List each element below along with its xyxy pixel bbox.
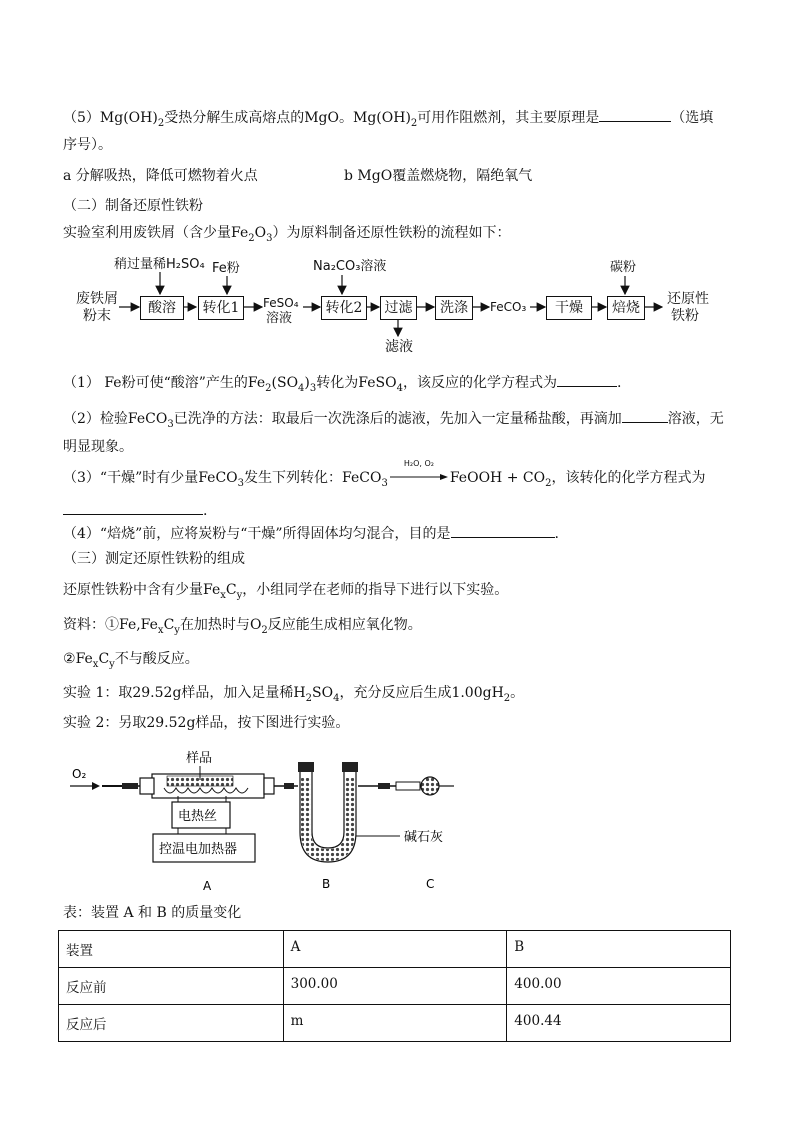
filtrate-label: 滤液 bbox=[385, 339, 413, 355]
table-row bbox=[59, 1005, 731, 1042]
table-header-cell: 装置 bbox=[59, 931, 284, 968]
start-material-line2: 粉末 bbox=[83, 308, 111, 324]
o2-label: O₂ bbox=[72, 767, 87, 781]
table-cell: 400.44 bbox=[507, 1005, 731, 1042]
table-cell: m bbox=[283, 1005, 507, 1042]
label-b: B bbox=[322, 877, 331, 891]
answer-blank[interactable] bbox=[557, 372, 617, 387]
info-2: $②Fe_xC_y$不与酸反应。 bbox=[63, 651, 199, 670]
sample-label: 样品 bbox=[186, 751, 213, 766]
experiment-1: 实验 1：取29.52g样品，加入足量稀$H_2SO_4$，充分反应后生成$1.00gH_2$。 bbox=[63, 685, 525, 704]
soda-lime-label: 碱石灰 bbox=[404, 830, 444, 845]
table-cell: 反应后 bbox=[59, 1005, 284, 1042]
table-header-row bbox=[59, 931, 731, 968]
section-3-intro: 还原性铁粉中含有少量$Fe_xC_y$，小组同学在老师的指导下进行以下实验。 bbox=[63, 582, 509, 601]
step-conversion-1: 转化1 bbox=[198, 296, 244, 320]
solution-label: 溶液 bbox=[266, 311, 293, 326]
experiment-2: 实验 2：另取29.52g样品，按下图进行实验。 bbox=[63, 715, 350, 731]
step-conversion-2: 转化2 bbox=[321, 296, 367, 320]
section-2-title: （二）制备还原性铁粉 bbox=[63, 198, 203, 214]
table-cell: 400.00 bbox=[507, 968, 731, 1005]
feso4-label: FeSO₄ bbox=[263, 296, 299, 310]
heating-wire-label: 电热丝 bbox=[178, 809, 218, 824]
question-2-2-line2: 明显现象。 bbox=[63, 439, 133, 455]
question-2-4: （4）“焙烧”前，应将炭粉与“干燥”所得固体均匀混合，目的是 . bbox=[63, 523, 559, 544]
section-2-intro: 实验室利用废铁屑（含少量$Fe_2O_3$）为原料制备还原性铁粉的流程如下： bbox=[63, 225, 511, 244]
product-line2: 铁粉 bbox=[671, 308, 699, 324]
question-2-3-answer: . bbox=[63, 500, 207, 521]
question-5-line1: $(5)Mg(OH)_2$受热分解生成高熔点的MgO。$Mg(OH)_2$可用作阻燃剂，其主要原理是 （选填 bbox=[63, 107, 713, 134]
label-a: A bbox=[203, 879, 212, 893]
step-dry: 干燥 bbox=[546, 296, 592, 320]
option-b: b MgO覆盖燃烧物，隔绝氧气 bbox=[344, 168, 533, 184]
table-header-cell: A bbox=[283, 931, 507, 968]
step-roast: 焙烧 bbox=[607, 296, 645, 320]
table-row bbox=[59, 968, 731, 1005]
question-2-2-line1: （2）检验FeCO$_3$已洗净的方法：取最后一次洗涤后的滤液，先加入一定量稀盐酸，再滴加 溶液，无 bbox=[63, 408, 724, 435]
product-line1: 还原性 bbox=[667, 291, 709, 307]
answer-blank[interactable] bbox=[622, 408, 668, 423]
label-c: C bbox=[426, 877, 435, 891]
section-3-title: （三）测定还原性铁粉的组成 bbox=[63, 551, 245, 567]
acid-input-label: 稍过量稀H₂SO₄ bbox=[114, 257, 205, 272]
drying-bulb-c bbox=[421, 777, 439, 795]
feco3-label: FeCO₃ bbox=[490, 300, 527, 314]
answer-blank[interactable] bbox=[451, 523, 555, 538]
reaction-arrow: H₂O, O₂ bbox=[388, 468, 450, 482]
answer-blank[interactable] bbox=[599, 107, 671, 122]
table-header-cell: B bbox=[507, 931, 731, 968]
question-2-1: （1） Fe粉可使“酸溶”产生的$Fe_2(SO_4)_3$转化为FeSO$_4$，该反应的化学方程式为 . bbox=[63, 372, 621, 399]
start-material-line1: 废铁屑 bbox=[76, 291, 118, 307]
step-filter: 过滤 bbox=[380, 296, 417, 320]
question-2-3: （3）“干燥”时有少量FeCO$_3$发生下列转化：FeCO$_3$ H₂O, O₂ FeOOH + $CO_2$，该转化的化学方程式为 bbox=[63, 459, 706, 489]
answer-blank[interactable] bbox=[63, 500, 203, 515]
table-cell: 300.00 bbox=[283, 968, 507, 1005]
heater-label: 控温电加热器 bbox=[159, 842, 238, 857]
table-caption: 表：装置 A 和 B 的质量变化 bbox=[63, 905, 242, 921]
na2co3-label: Na₂CO₃溶液 bbox=[313, 259, 387, 274]
option-a: a 分解吸热，降低可燃物着火点 bbox=[63, 168, 258, 184]
step-acid-dissolve: 酸溶 bbox=[140, 296, 184, 320]
step-wash: 洗涤 bbox=[435, 296, 473, 320]
fe-powder-label: Fe粉 bbox=[212, 261, 240, 276]
info-1: 资料：$①Fe,Fe_xC_y$在加热时与$O_2$反应能生成相应氧化物。 bbox=[63, 617, 422, 636]
question-5-line2: 序号）。 bbox=[63, 137, 112, 153]
table-cell: 反应前 bbox=[59, 968, 284, 1005]
carbon-powder-label: 碳粉 bbox=[610, 260, 637, 275]
apparatus-diagram bbox=[60, 742, 480, 902]
mass-change-table bbox=[58, 930, 731, 1042]
